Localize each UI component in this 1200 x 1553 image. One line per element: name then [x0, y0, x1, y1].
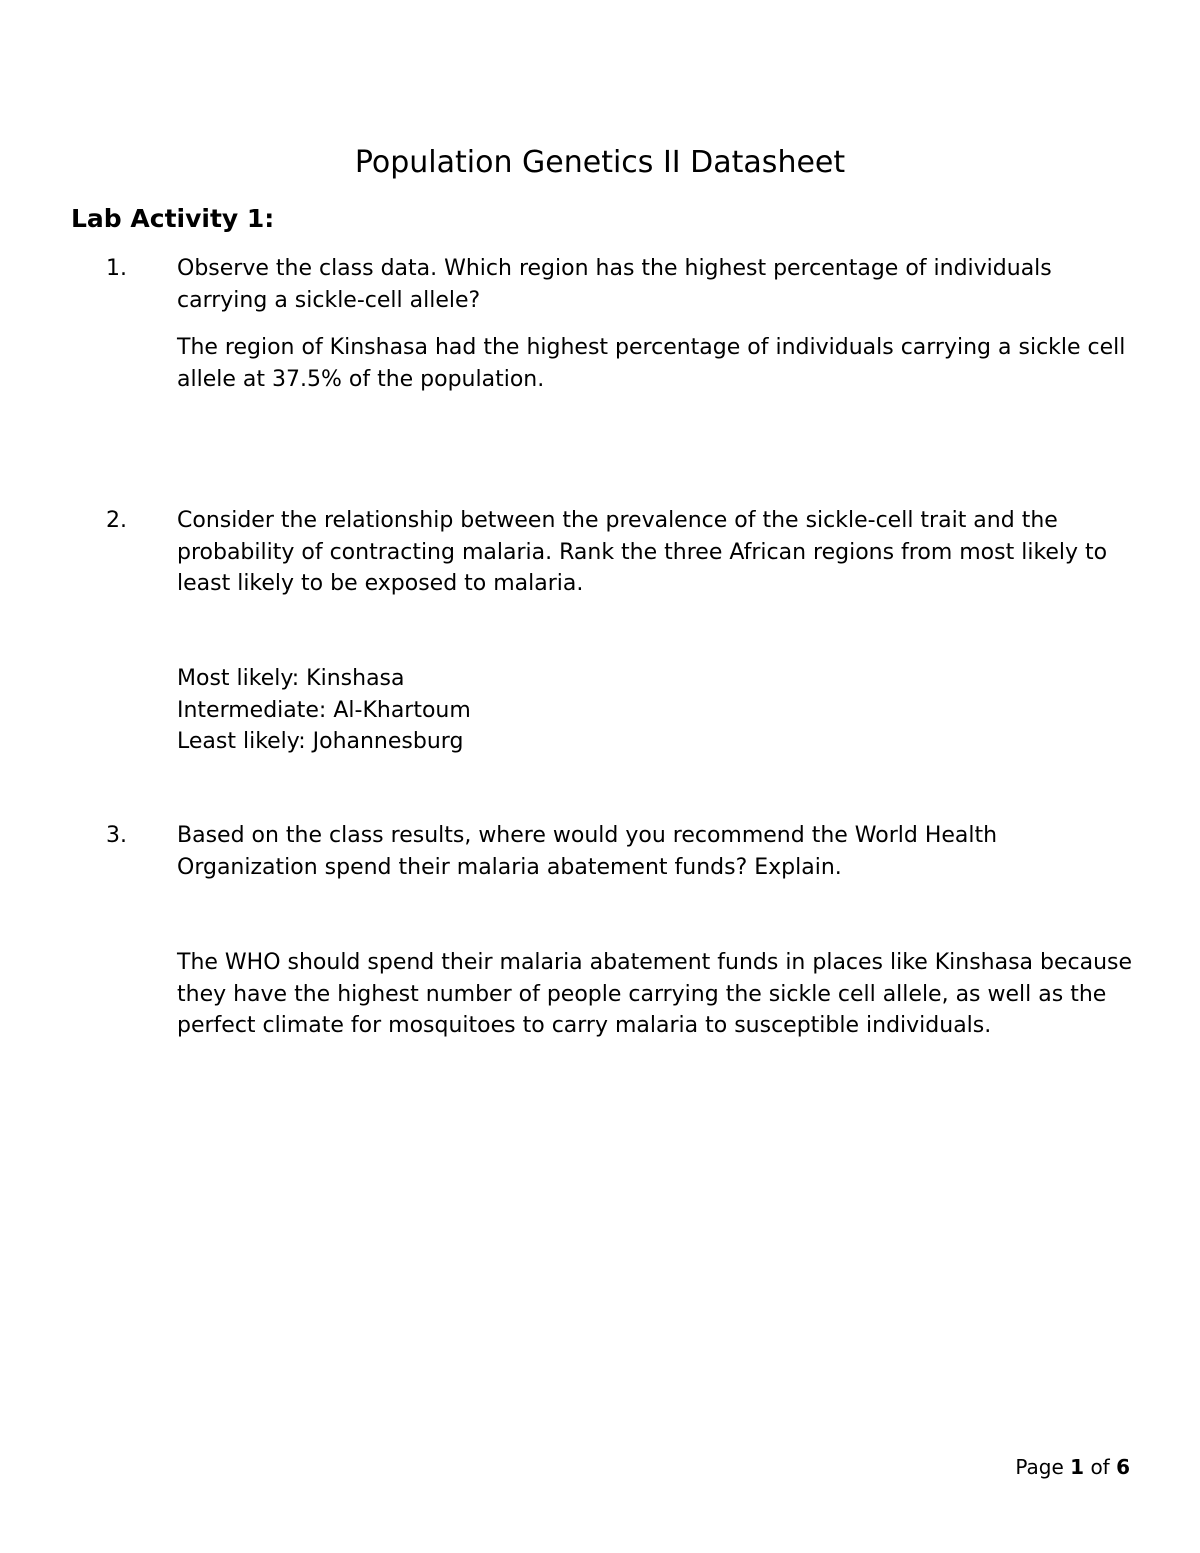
current-page-number: 1: [1070, 1455, 1085, 1479]
question-1-prompt: Observe the class data. Which region has the highest percentage of individuals carrying a sickle-cell allele?: [177, 256, 1052, 313]
question-1-answer: The region of Kinshasa had the highest percentage of individuals carrying a sickle cell allele at 37.5% of the population.: [177, 335, 1126, 392]
question-2-answer: [177, 663, 1137, 758]
answer-line-most-likely: Most likely: Kinshasa: [177, 666, 405, 691]
section-heading: Lab Activity 1:: [71, 204, 275, 233]
total-pages-number: 6: [1116, 1455, 1130, 1479]
page-title: Population Genetics II Datasheet: [354, 145, 846, 180]
question-2-number: 2.: [106, 508, 127, 533]
page-footer: [1015, 1453, 1130, 1481]
question-3-answer: The WHO should spend their malaria abatement funds in places like Kinshasa because they have the highest number of people carrying the sickle cell allele, as well as the perfect climate for mosquitoes to carry malaria to susceptible individuals.: [177, 950, 1133, 1038]
page-label: Page: [1015, 1455, 1064, 1479]
answer-line-least-likely: Least likely: Johannesburg: [177, 729, 464, 754]
of-label: of: [1090, 1455, 1110, 1479]
question-1-number: 1.: [106, 256, 127, 281]
question-3-prompt: Based on the class results, where would you recommend the World Health Organization spend their malaria abatement funds? Explain.: [177, 823, 998, 880]
answer-line-intermediate: Intermediate: Al-Khartoum: [177, 697, 471, 723]
question-2-prompt: Consider the relationship between the prevalence of the sickle-cell trait and the probability of contracting malaria. Rank the three African regions from most likely to least likely to be exposed to malaria.: [177, 508, 1108, 596]
question-3-number: 3.: [106, 823, 127, 848]
